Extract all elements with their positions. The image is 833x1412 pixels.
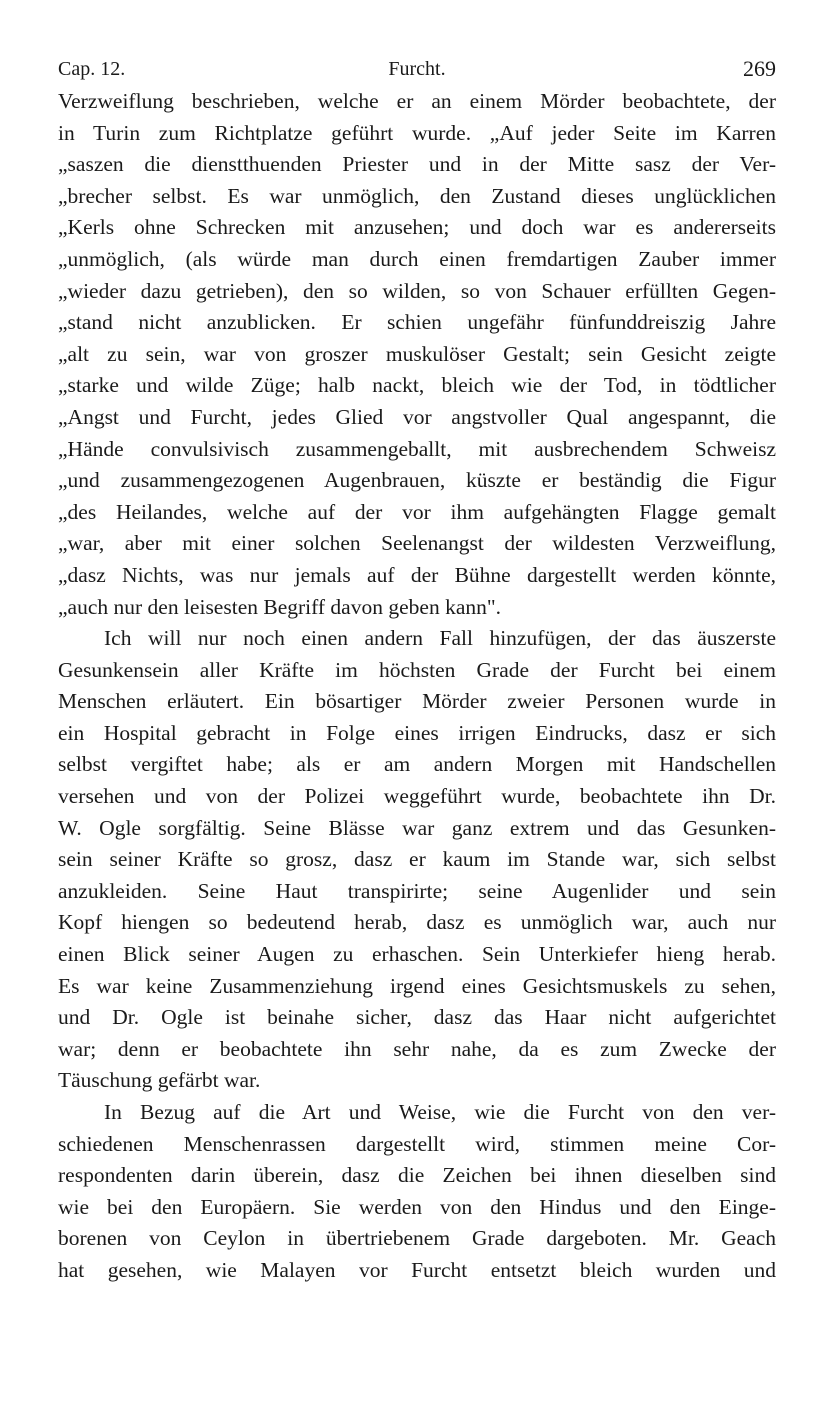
text-line: „dasz Nichts, was nur jemals auf der Bühne dargestellt werden könnte, <box>58 562 776 587</box>
text-line: „brecher selbst. Es war unmöglich, den Zustand dieses unglücklichen <box>58 183 776 208</box>
text-line: „unmöglich, (als würde man durch einen fremdartigen Zauber immer <box>58 246 776 271</box>
text-line: „stand nicht anzublicken. Er schien ungefähr fünfunddreiszig Jahre <box>58 310 776 335</box>
text-line: Täuschung gefärbt war. <box>58 1068 261 1093</box>
text-line: sein seiner Kräfte so grosz, dasz er kaum im Stande war, sich selbst <box>58 847 776 872</box>
book-page <box>58 52 776 1287</box>
paragraph <box>58 623 776 1097</box>
text-line: borenen von Ceylon in übertriebenem Grade dargeboten. Mr. Geach <box>58 1226 776 1251</box>
text-line: Gesunkensein aller Kräfte im höchsten Grade der Furcht bei einem <box>58 657 776 682</box>
text-line: ein Hospital gebracht in Folge eines irrigen Eindrucks, dasz er sich <box>58 720 776 745</box>
text-line: respondenten darin überein, dasz die Zeichen bei ihnen dieselben sind <box>58 1163 776 1188</box>
body-text <box>58 86 776 1287</box>
page-number: 269 <box>743 56 776 81</box>
running-title: Furcht. <box>388 58 446 80</box>
paragraph <box>58 1097 776 1287</box>
text-line: in Turin zum Richtplatze geführt wurde. „Auf jeder Seite im Karren <box>58 120 776 145</box>
text-line: „war, aber mit einer solchen Seelenangst der wildesten Verzweiflung, <box>58 531 776 556</box>
text-line: wie bei den Europäern. Sie werden von den Hindus und den Einge- <box>58 1194 776 1219</box>
text-line: selbst vergiftet habe; als er am andern Morgen mit Handschellen <box>58 752 776 777</box>
text-line: schiedenen Menschenrassen dargestellt wird, stimmen meine Cor- <box>58 1131 776 1156</box>
text-line: Verzweiflung beschrieben, welche er an einem Mörder beobachtete, der <box>58 89 776 113</box>
chapter-label: Cap. 12. <box>58 58 126 80</box>
text-line: einen Blick seiner Augen zu erhaschen. Sein Unterkiefer hieng herab. <box>58 942 776 967</box>
text-line: „und zusammengezogenen Augenbrauen, küszte er beständig die Figur <box>58 468 776 493</box>
running-header <box>58 52 776 86</box>
text-line: „Angst und Furcht, jedes Glied vor angstvoller Qual angespannt, die <box>58 404 776 429</box>
paragraph <box>58 86 776 623</box>
text-line: Menschen erläutert. Ein bösartiger Mörder zweier Personen wurde in <box>58 689 776 714</box>
text-line: Kopf hiengen so bedeutend herab, dasz es unmöglich war, auch nur <box>58 910 776 935</box>
text-line: „des Heilandes, welche auf der vor ihm aufgehängten Flagge gemalt <box>58 499 776 524</box>
text-line: „Hände convulsivisch zusammengeballt, mit ausbrechendem Schweisz <box>58 436 776 461</box>
text-line: Ich will nur noch einen andern Fall hinzufügen, der das äuszerste <box>104 626 776 651</box>
text-line: „Kerls ohne Schrecken mit anzusehen; und doch war es andererseits <box>58 215 776 240</box>
text-line: W. Ogle sorgfältig. Seine Blässe war ganz extrem und das Gesunken- <box>58 815 776 840</box>
text-line: „starke und wilde Züge; halb nackt, bleich wie der Tod, in tödtlicher <box>58 373 776 398</box>
text-line: war; denn er beobachtete ihn sehr nahe, da es zum Zwecke der <box>58 1036 776 1061</box>
text-line: In Bezug auf die Art und Weise, wie die Furcht von den ver- <box>104 1100 776 1124</box>
text-line: hat gesehen, wie Malayen vor Furcht entsetzt bleich wurden und <box>58 1257 776 1282</box>
text-line: anzukleiden. Seine Haut transpirirte; seine Augenlider und sein <box>58 878 776 903</box>
text-line: „alt zu sein, war von groszer muskulöser Gestalt; sein Gesicht zeigte <box>58 341 776 366</box>
text-line: versehen und von der Polizei weggeführt wurde, beobachtete ihn Dr. <box>58 784 776 809</box>
text-line: „wieder dazu getrieben), den so wilden, so von Schauer erfüllten Gegen- <box>58 278 776 303</box>
text-line: Es war keine Zusammenziehung irgend eines Gesichtsmuskels zu sehen, <box>58 973 776 998</box>
text-line: „auch nur den leisesten Begriff davon geben kann". <box>58 594 502 619</box>
text-line: und Dr. Ogle ist beinahe sicher, dasz das Haar nicht aufgerichtet <box>58 1005 776 1030</box>
text-line: „saszen die dienstthuenden Priester und in der Mitte sasz der Ver- <box>58 152 776 177</box>
